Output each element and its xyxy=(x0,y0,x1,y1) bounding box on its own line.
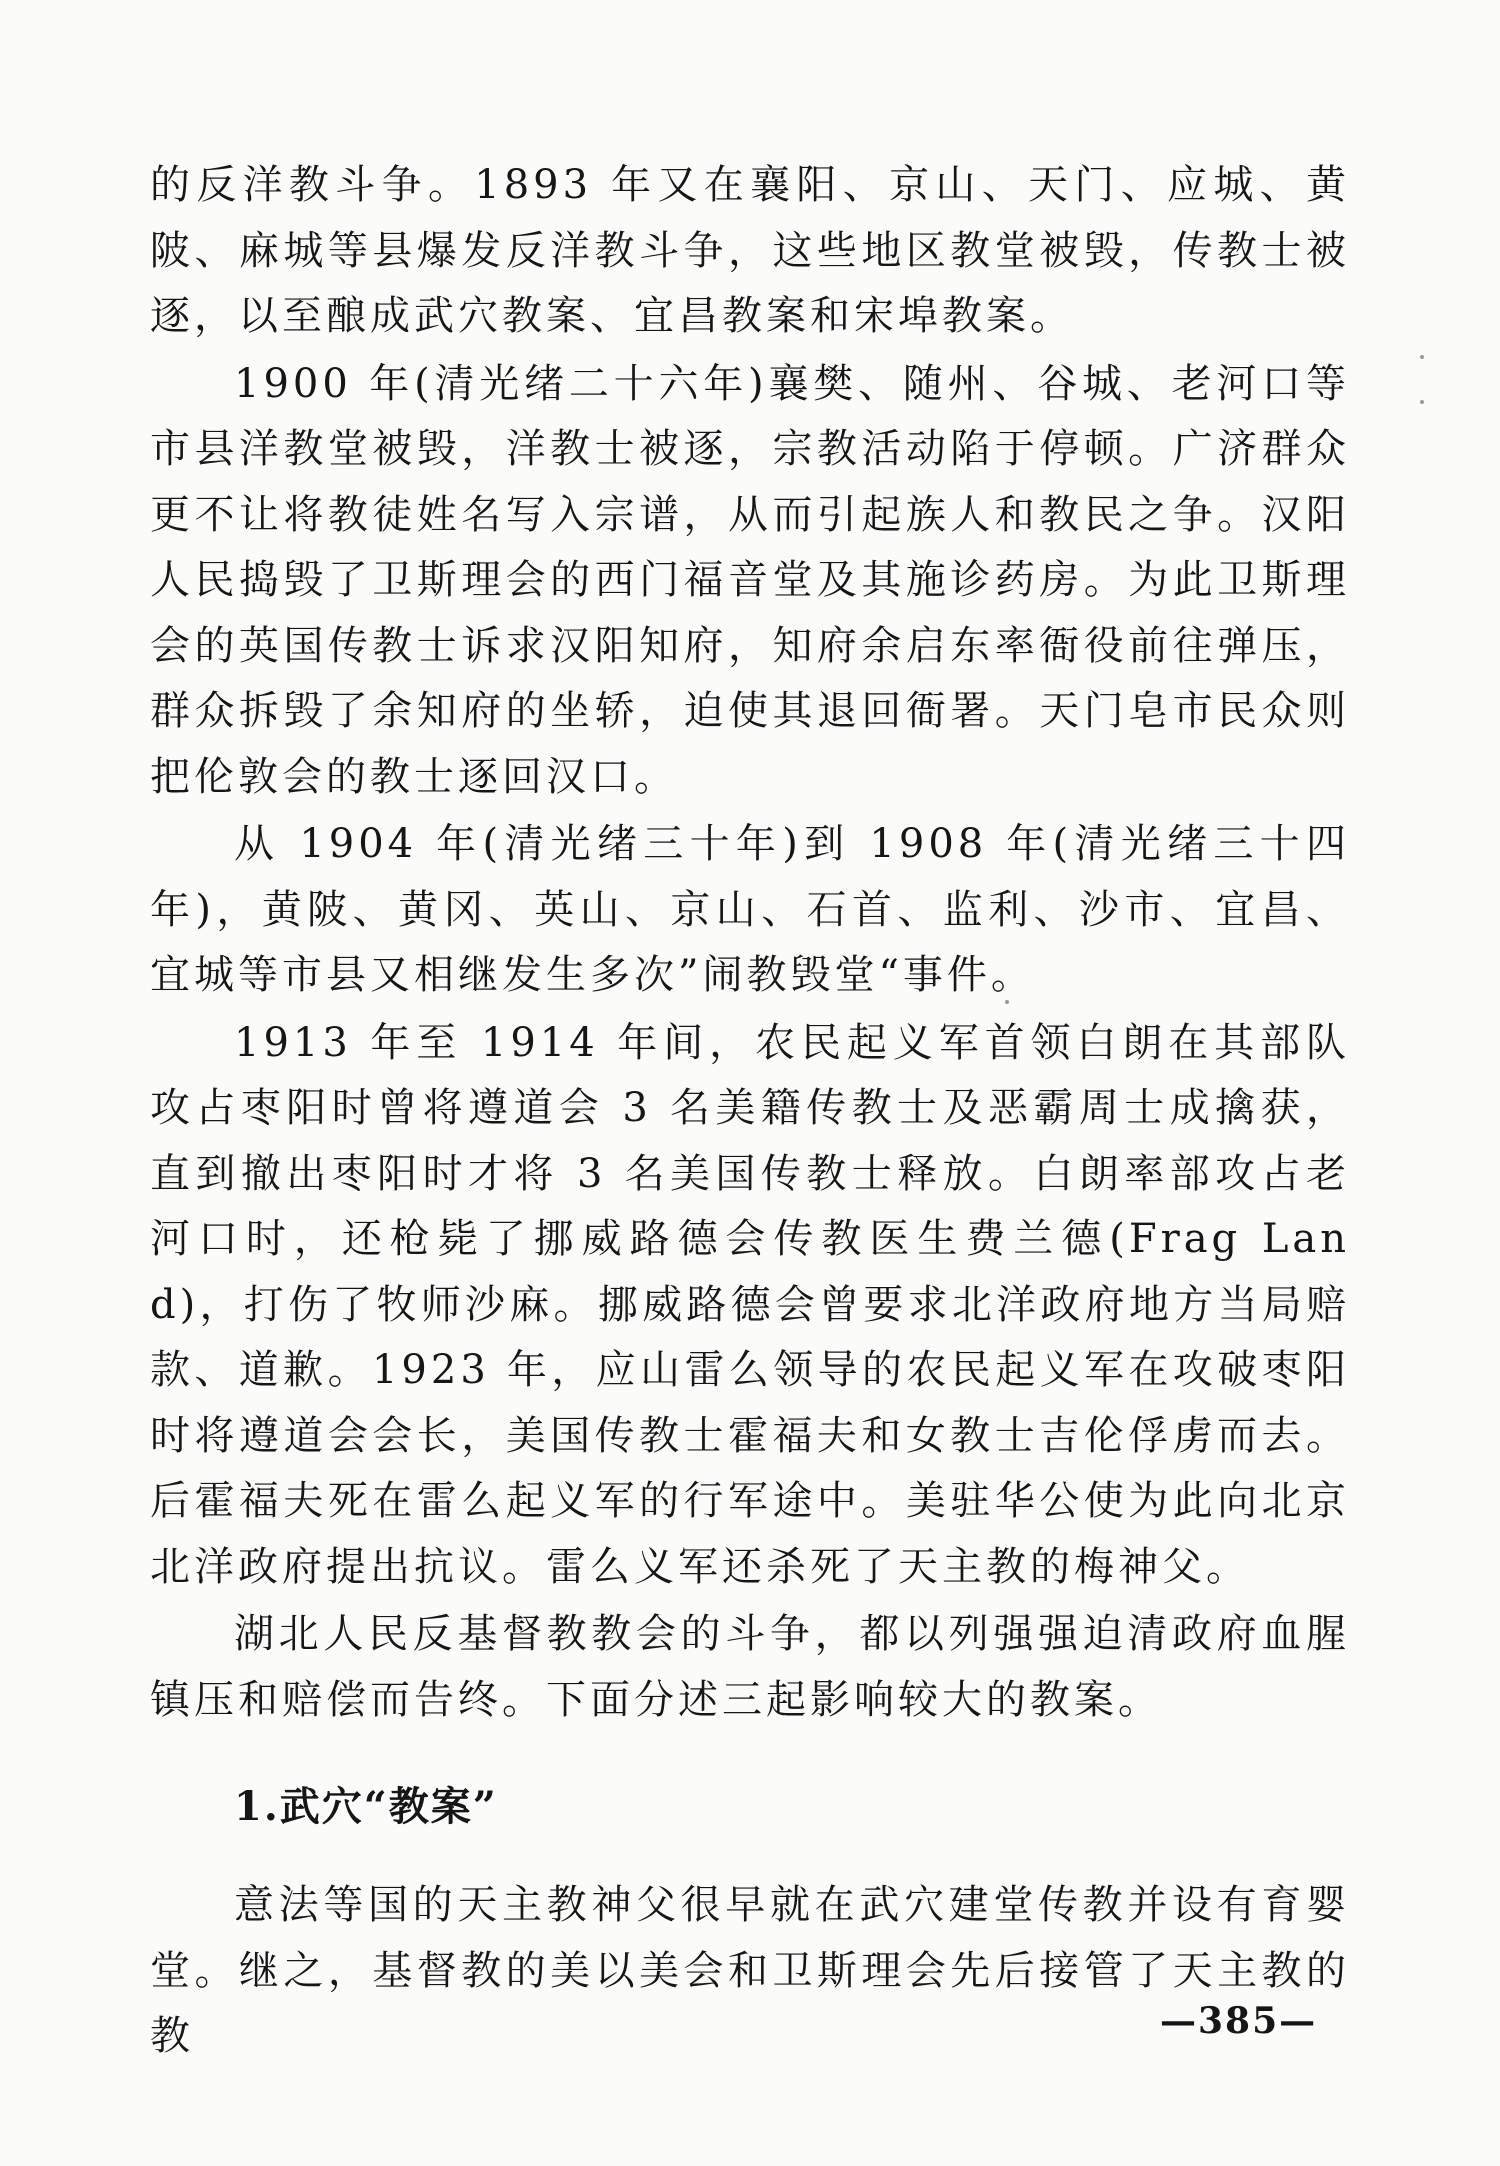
section-heading: 1.武穴“教案” xyxy=(234,1783,498,1830)
paragraph-3: 从 1904 年(清光绪三十年)到 1908 年(清光绪三十四年)，黄陂、黄冈、英山、京山、石首、监利、沙市、宜昌、宜城等市县又相继发生多次”闹教毁堂“事件。 xyxy=(150,821,1350,998)
paragraph-4: 1913 年至 1914 年间，农民起义军首领白朗在其部队攻占枣阳时曾将遵道会 3 名美籍传教士及恶霸周士成擒获，直到撤出枣阳时才将 3 名美国传教士释放。白朗率部攻占老河口时，还枪毙了挪威路德会传教医生费兰德(Frag Land)，打伤了牧师沙麻。挪威路德会曾要求北洋政府地方当局赔款、道歉。1923 年，应山雷么领导的农民起义军在攻破枣阳时将遵道会会长，美国传教士霍福夫和女教士吉伦俘虏而去。后霍福夫死在雷么起义军的行军途中。美驻华公使为此向北京北洋政府提出抗议。雷么义军还杀死了天主教的梅神父。 xyxy=(150,1019,1350,1590)
body-text xyxy=(150,153,1350,2072)
page-number: —385— xyxy=(1160,2000,1318,2042)
paragraph-5: 湖北人民反基督教教会的斗争，都以列强强迫清政府血腥镇压和赔偿而告终。下面分述三起影响较大的教案。 xyxy=(150,1611,1350,1723)
paragraph-2: 1900 年(清光绪二十六年)襄樊、随州、谷城、老河口等市县洋教堂被毁，洋教士被逐，宗教活动陷于停顿。广济群众更不让将教徒姓名写入宗谱，从而引起族人和教民之争。汉阳人民捣毁了卫斯理会的西门福音堂及其施诊药房。为此卫斯理会的英国传教士诉求汉阳知府，知府余启东率衙役前往弹压，群众拆毁了余知府的坐轿，迫使其退回衙署。天门皂市民众则把伦敦会的教士逐回汉口。 xyxy=(150,360,1350,800)
paragraph-1: 的反洋教斗争。1893 年又在襄阳、京山、天门、应城、黄陂、麻城等县爆发反洋教斗争，这些地区教堂被毁，传教士被逐，以至酿成武穴教案、宜昌教案和宋埠教案。 xyxy=(150,162,1350,339)
paragraph-6: 意法等国的天主教神父很早就在武穴建堂传教并设有育婴堂。继之，基督教的美以美会和卫斯理会先后接管了天主教的教 xyxy=(150,1882,1350,2059)
scan-speck xyxy=(1420,400,1424,404)
scan-speck xyxy=(1420,355,1424,359)
scan-speck xyxy=(1005,1000,1009,1004)
